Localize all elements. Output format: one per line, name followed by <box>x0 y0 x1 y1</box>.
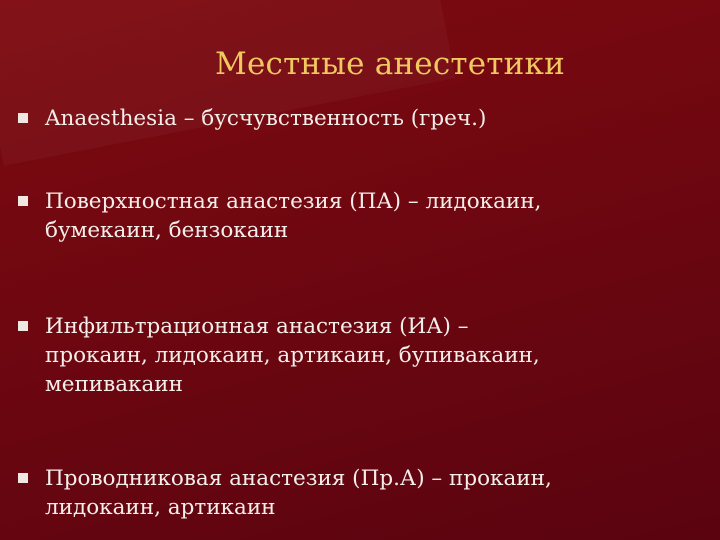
bullet-line: Проводниковая анастезия (Пр.А) – прокаин, <box>45 466 552 491</box>
bullet-line: лидокаин, артикаин <box>45 495 276 520</box>
bullet-text <box>45 187 700 245</box>
bullet-text <box>45 104 700 133</box>
bullet-line: бумекаин, бензокаин <box>45 218 289 243</box>
bullet-line: прокаин, лидокаин, артикаин, бупивакаин, <box>45 343 540 368</box>
bullet-line: Поверхностная анастезия (ПА) – лидокаин, <box>45 189 542 214</box>
bullet-item <box>18 464 700 522</box>
square-bullet-icon <box>18 113 28 123</box>
bullet-line: Инфильтрационная анастезия (ИА) – <box>45 314 469 339</box>
bullet-item <box>18 104 700 133</box>
slide-title: Местные анестетики <box>215 46 565 82</box>
bullet-line: Anaesthesia – бусчувственность (греч.) <box>45 106 487 131</box>
bullet-text <box>45 312 700 399</box>
square-bullet-icon <box>18 473 28 483</box>
bullet-item <box>18 187 700 245</box>
square-bullet-icon <box>18 196 28 206</box>
bullet-text <box>45 464 700 522</box>
bullet-item <box>18 312 700 399</box>
square-bullet-icon <box>18 321 28 331</box>
bullet-line: мепивакаин <box>45 372 183 397</box>
